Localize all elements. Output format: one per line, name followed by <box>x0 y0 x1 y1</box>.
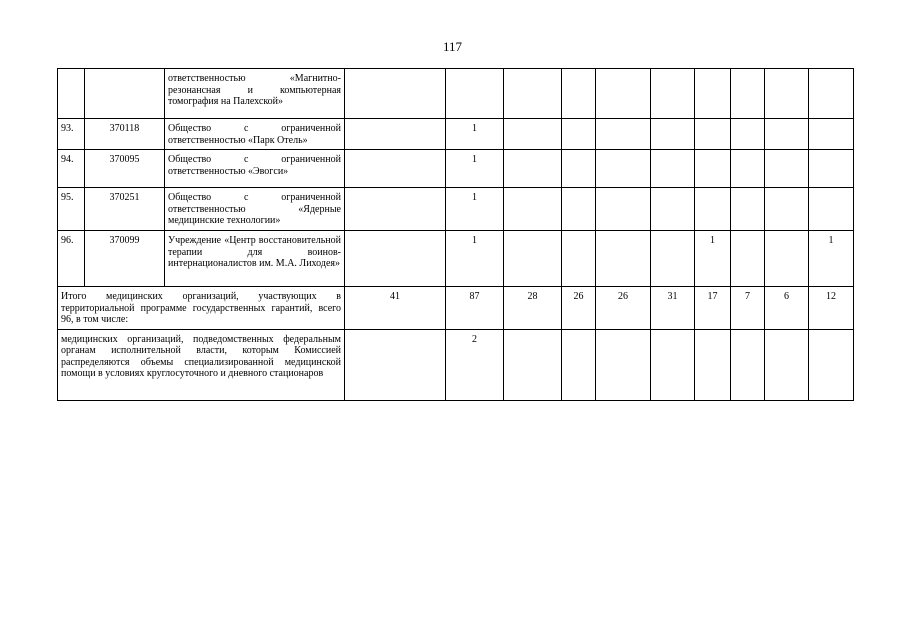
row-number: 96. <box>58 231 85 287</box>
value-cell <box>765 119 809 150</box>
total-value: 6 <box>765 287 809 330</box>
total-value: 7 <box>731 287 765 330</box>
value-cell: 1 <box>446 150 504 188</box>
federal-value <box>695 329 731 400</box>
value-cell <box>562 119 596 150</box>
total-row <box>58 287 854 330</box>
row-number: 94. <box>58 150 85 188</box>
organization-name: Общество с ограниченной ответственностью «Ядерные медицинские технологии» <box>165 188 345 231</box>
value-cell <box>504 231 562 287</box>
organization-name: Учреждение «Центр восстановительной терапии для воинов-интернационалистов им. М.А. Лиходея» <box>165 231 345 287</box>
value-cell <box>731 188 765 231</box>
federal-value <box>562 329 596 400</box>
value-cell <box>695 69 731 119</box>
federal-row <box>58 329 854 400</box>
value-cell <box>562 231 596 287</box>
organization-name: Общество с ограниченной ответственностью «Эвогси» <box>165 150 345 188</box>
total-value: 41 <box>345 287 446 330</box>
table-row <box>58 150 854 188</box>
value-cell <box>651 119 695 150</box>
value-cell <box>809 188 854 231</box>
table-row <box>58 188 854 231</box>
value-cell <box>446 69 504 119</box>
value-cell <box>345 150 446 188</box>
value-cell <box>562 69 596 119</box>
value-cell <box>562 150 596 188</box>
federal-value <box>504 329 562 400</box>
federal-value <box>731 329 765 400</box>
row-code: 370095 <box>85 150 165 188</box>
value-cell <box>504 69 562 119</box>
value-cell: 1 <box>446 119 504 150</box>
organization-name: ответственностью «Магнитно-резонансная и компьютерная томография на Палехской» <box>165 69 345 119</box>
row-code <box>85 69 165 119</box>
federal-value: 2 <box>446 329 504 400</box>
federal-value <box>596 329 651 400</box>
value-cell <box>809 69 854 119</box>
row-number <box>58 69 85 119</box>
row-number: 95. <box>58 188 85 231</box>
value-cell <box>651 150 695 188</box>
row-code: 370251 <box>85 188 165 231</box>
row-code: 370118 <box>85 119 165 150</box>
value-cell <box>596 119 651 150</box>
value-cell <box>504 188 562 231</box>
value-cell <box>765 69 809 119</box>
value-cell <box>345 231 446 287</box>
total-value: 26 <box>562 287 596 330</box>
value-cell <box>695 119 731 150</box>
organization-name: Общество с ограниченной ответственностью «Парк Отель» <box>165 119 345 150</box>
row-code: 370099 <box>85 231 165 287</box>
value-cell <box>504 150 562 188</box>
value-cell: 1 <box>446 188 504 231</box>
total-label: Итого медицинских организаций, участвующих в территориальной программе государственных гарантий, всего 96, в том числе: <box>58 287 345 330</box>
value-cell: 1 <box>695 231 731 287</box>
table-row <box>58 119 854 150</box>
value-cell <box>504 119 562 150</box>
value-cell <box>651 69 695 119</box>
value-cell <box>731 119 765 150</box>
value-cell <box>731 231 765 287</box>
federal-value <box>651 329 695 400</box>
value-cell <box>765 231 809 287</box>
value-cell <box>596 150 651 188</box>
value-cell <box>809 119 854 150</box>
value-cell <box>596 69 651 119</box>
row-number: 93. <box>58 119 85 150</box>
value-cell <box>765 188 809 231</box>
value-cell <box>695 150 731 188</box>
table-row <box>58 231 854 287</box>
value-cell <box>695 188 731 231</box>
value-cell: 1 <box>809 231 854 287</box>
total-value: 28 <box>504 287 562 330</box>
value-cell <box>345 188 446 231</box>
table-row <box>58 69 854 119</box>
value-cell: 1 <box>446 231 504 287</box>
page-number: 117 <box>442 39 463 54</box>
value-cell <box>596 188 651 231</box>
federal-value <box>345 329 446 400</box>
value-cell <box>596 231 651 287</box>
total-value: 87 <box>446 287 504 330</box>
value-cell <box>345 119 446 150</box>
federal-label: медицинских организаций, подведомственных федеральным органам исполнительной власти, которым Комиссией распределяются объемы специализированной медицинской помощи в условиях круглосуточного и дневного стационаров <box>58 329 345 400</box>
total-value: 26 <box>596 287 651 330</box>
total-value: 17 <box>695 287 731 330</box>
federal-value <box>765 329 809 400</box>
total-value: 12 <box>809 287 854 330</box>
value-cell <box>731 69 765 119</box>
value-cell <box>651 188 695 231</box>
total-value: 31 <box>651 287 695 330</box>
value-cell <box>809 150 854 188</box>
value-cell <box>651 231 695 287</box>
federal-value <box>809 329 854 400</box>
value-cell <box>345 69 446 119</box>
value-cell <box>731 150 765 188</box>
value-cell <box>765 150 809 188</box>
organizations-table <box>57 68 854 401</box>
value-cell <box>562 188 596 231</box>
